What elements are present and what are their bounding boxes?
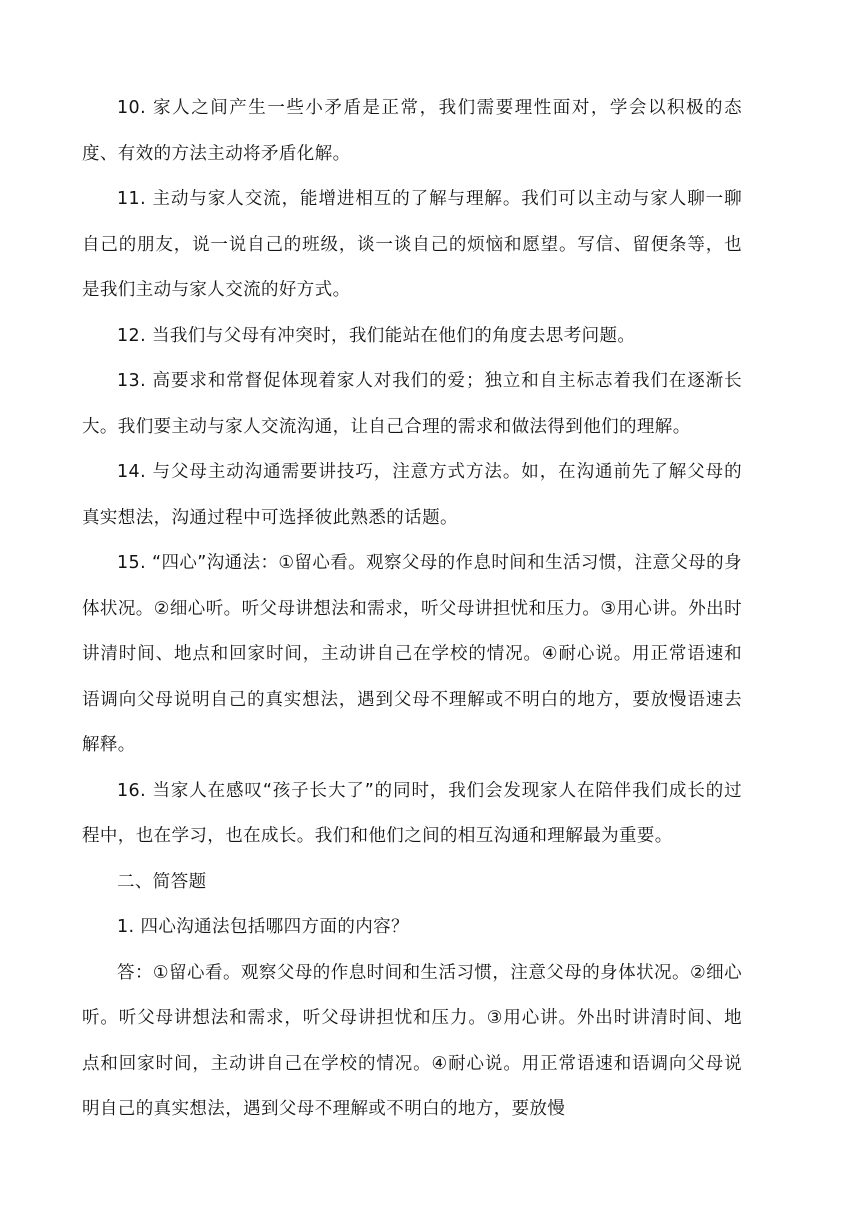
question-item-1: 1. 四心沟通法包括哪四方面的内容？ [117, 917, 409, 937]
paragraph-item-14: 14. 与父母主动沟通需要讲技巧，注意方式方法。如，在沟通前先了解父母的真实想法，沟通过程中可选择彼此熟悉的话题。 [82, 462, 742, 528]
section-heading: 二、简答题 [117, 871, 207, 892]
paragraph-item-11: 11. 主动与家人交流，能增进相互的了解与理解。我们可以主动与家人聊一聊自己的朋友，说一说自己的班级，谈一谈自己的烦恼和愿望。写信、留便条等，也是我们主动与家人交流的好方式。 [82, 189, 742, 300]
document-page [82, 86, 742, 1133]
paragraph-item-13: 13. 高要求和常督促体现着家人对我们的爱；独立和自主标志着我们在逐渐长大。我们要主动与家人交流沟通，让自己合理的需求和做法得到他们的理解。 [82, 371, 742, 437]
paragraph-item-10: 10. 家人之间产生一些小矛盾是正常，我们需要理性面对，学会以积极的态度、有效的方法主动将矛盾化解。 [82, 98, 742, 164]
paragraph-item-12: 12. 当我们与父母有冲突时，我们能站在他们的角度去思考问题。 [117, 325, 636, 346]
paragraph-item-16: 16. 当家人在感叹“孩子长大了”的同时，我们会发现家人在陪伴我们成长的过程中，也在学习，也在成长。我们和他们之间的相互沟通和理解最为重要。 [82, 780, 742, 846]
answer-paragraph: 答：①留心看。观察父母的作息时间和生活习惯，注意父母的身体状况。②细心听。听父母讲想法和需求，听父母讲担忧和压力。③用心讲。外出时讲清时间、地点和回家时间，主动讲自己在学校的情况。④耐心说。用正常语速和语调向父母说明自己的真实想法，遇到父母不理解或不明白的地方，要放慢 [82, 962, 742, 1119]
paragraph-item-15: 15. “四心”沟通法：①留心看。观察父母的作息时间和生活习惯，注意父母的身体状况。②细心听。听父母讲想法和需求，听父母讲担忧和压力。③用心讲。外出时讲清时间、地点和回家时间，主动讲自己在学校的情况。④耐心说。用正常语速和语调向父母说明自己的真实想法，遇到父母不理解或不明白的地方，要放慢语速去解释。 [82, 553, 742, 755]
